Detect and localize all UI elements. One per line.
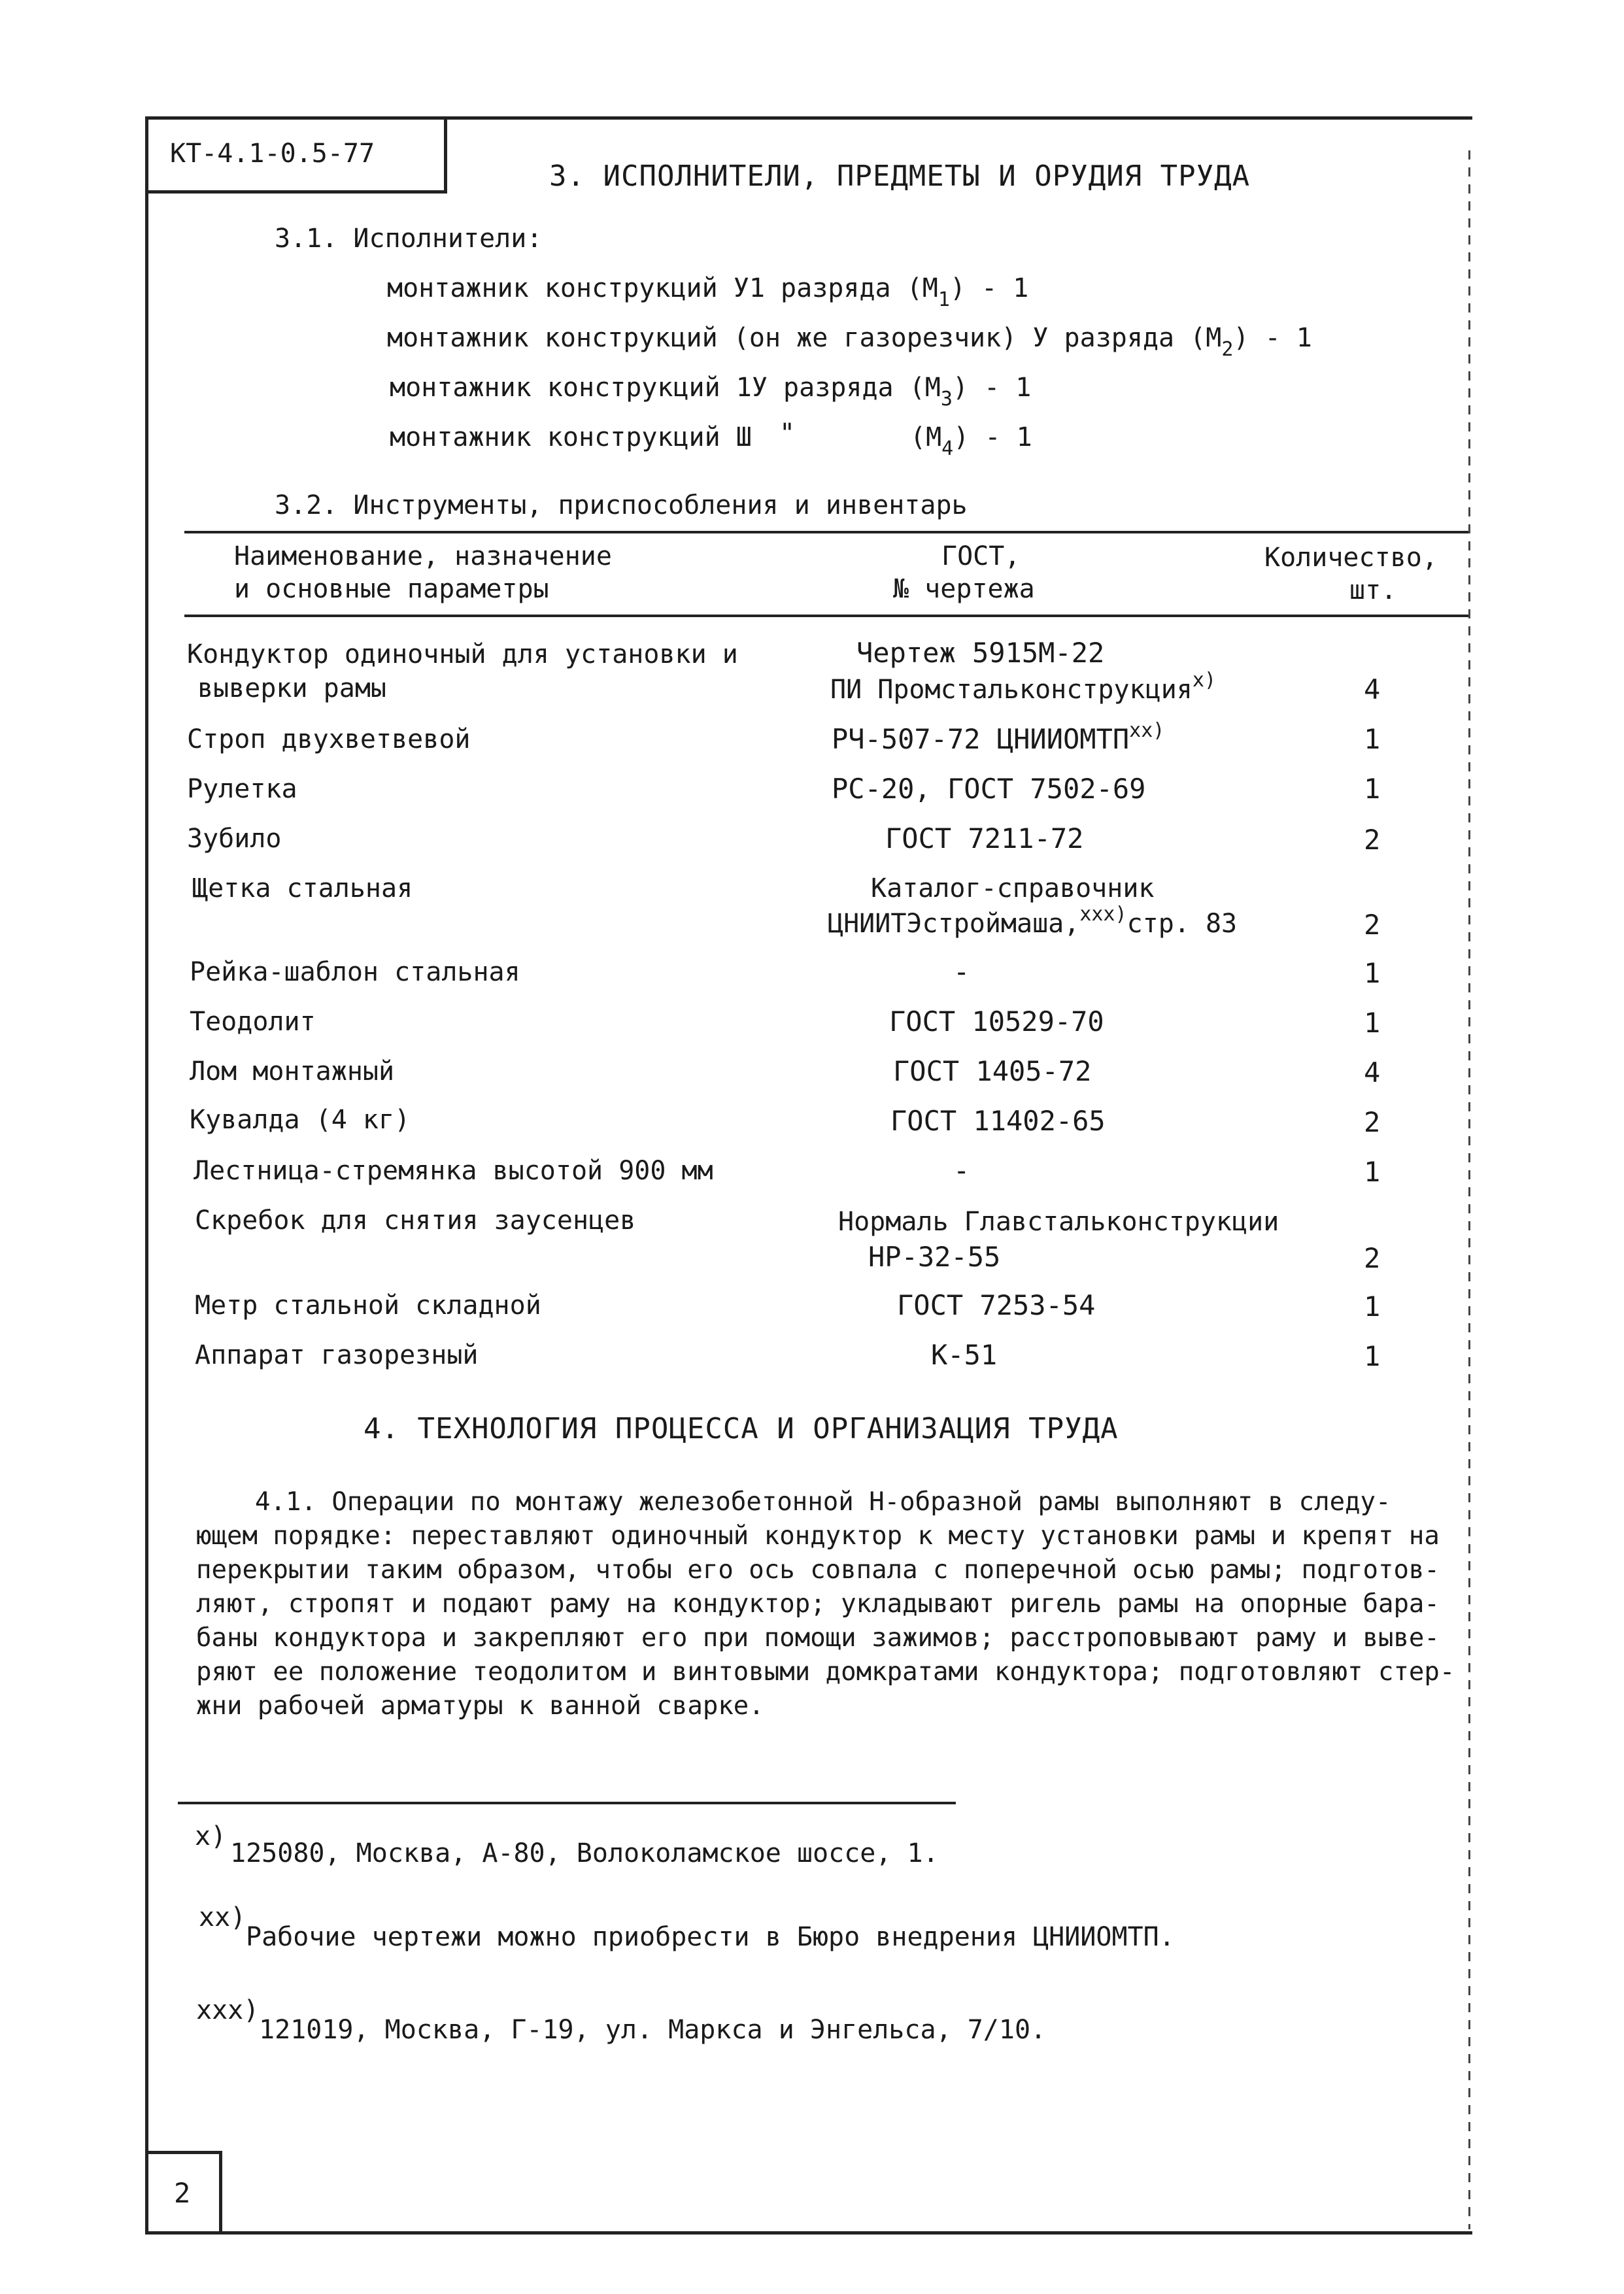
row-2-name: Строп двухветвевой — [187, 724, 471, 754]
row-4-qty: 2 — [1364, 824, 1381, 856]
row-1-qty: 4 — [1364, 673, 1381, 705]
frame-right-dashed-line — [1468, 150, 1470, 2229]
footnote-3-mark: xxx) — [196, 1995, 260, 2025]
section3-2-title: 3.2. Инструменты, приспособления и инвентарь — [275, 490, 968, 520]
row-1-name: Кондуктор одиночный для установки и — [187, 639, 738, 669]
worker-line-4: монтажник конструкций Ш — [390, 422, 752, 452]
row-1-name-2: выверки рамы — [197, 673, 386, 703]
row-12-qty: 1 — [1364, 1290, 1381, 1323]
paragraph-line-6: ряют ее положение теодолитом и винтовыми домкратами кондуктора; подготовляют стер- — [196, 1657, 1455, 1687]
footnote-1-text: 125080, Москва, А-80, Волоколамское шоссе, 1. — [230, 1838, 939, 1868]
row-6-gost: - — [953, 956, 970, 988]
row-1-gost: Чертеж 5915М-22 — [856, 637, 1105, 669]
row-10-name: Лестница-стремянка высотой 900 мм — [194, 1156, 713, 1186]
row-13-gost: К-51 — [931, 1339, 998, 1371]
header-name-1: Наименование, назначение — [234, 541, 612, 571]
header-gost-2: № чертежа — [893, 574, 1035, 604]
row-8-gost: ГОСТ 1405-72 — [893, 1055, 1092, 1087]
row-11-qty: 2 — [1364, 1242, 1381, 1274]
row-5-qty: 2 — [1364, 909, 1381, 941]
table-top-rule — [184, 531, 1468, 533]
row-5-gost-2: ЦНИИТЭстроймаша,$^{xxx)}$стр. 83 — [828, 903, 1238, 939]
row-9-gost: ГОСТ 11402-65 — [890, 1105, 1106, 1137]
section3-1-title: 3.1. Исполнители: — [275, 224, 543, 254]
row-8-qty: 4 — [1364, 1056, 1381, 1088]
frame-bottom-line — [145, 2231, 1472, 2235]
row-3-gost: РС-20, ГОСТ 7502-69 — [832, 773, 1146, 805]
header-gost-1: ГОСТ, — [941, 541, 1021, 571]
row-4-name: Зубило — [187, 824, 282, 854]
row-11-name: Скребок для снятия заусенцев — [195, 1206, 636, 1236]
paragraph-line-5: баны кондуктора и закрепляют его при помощи зажимов; расстроповывают раму и выве- — [196, 1623, 1440, 1653]
row-12-gost: ГОСТ 7253-54 — [897, 1289, 1096, 1321]
header-qty-1: Количество, — [1264, 543, 1438, 573]
header-qty-2: шт. — [1349, 575, 1397, 605]
footnote-2-mark: xx) — [199, 1902, 246, 1932]
page-number: 2 — [174, 2177, 191, 2209]
row-13-qty: 1 — [1364, 1340, 1381, 1372]
header-name-2: и основные параметры — [234, 574, 549, 604]
row-4-gost: ГОСТ 7211-72 — [885, 822, 1084, 854]
paragraph-line-3: перекрытии таким образом, чтобы его ось совпала с поперечной осью рамы; подготов- — [196, 1555, 1440, 1585]
footnote-2-text: Рабочие чертежи можно приобрести в Бюро внедрения ЦНИИОМТП. — [246, 1922, 1175, 1952]
paragraph-line-4: ляют, стропят и подают раму на кондуктор; укладывают ригель рамы на опорные бара- — [196, 1589, 1440, 1619]
row-12-name: Метр стальной складной — [195, 1290, 541, 1321]
worker-line-1: монтажник конструкций У1 разряда $(М_1) - 1$ — [387, 273, 1029, 311]
row-5-gost: Каталог-справочник — [871, 873, 1155, 903]
row-2-gost: РЧ-507-72 ЦНИИОМТП$^{xx)}$ — [832, 719, 1165, 755]
section4-title: 4. ТЕХНОЛОГИЯ ПРОЦЕССА И ОРГАНИЗАЦИЯ ТРУДА — [364, 1412, 1119, 1445]
worker-line-4-ditto: " — [779, 418, 796, 448]
row-2-qty: 1 — [1364, 723, 1381, 755]
paragraph-line-1: 4.1. Операции по монтажу железобетонной Н-образной рамы выполняют в следу- — [255, 1487, 1391, 1517]
row-7-name: Теодолит — [190, 1007, 316, 1037]
row-5-name: Щетка стальная — [192, 873, 413, 903]
footnote-3-text: 121019, Москва, Г-19, ул. Маркса и Энгельса, 7/10. — [259, 2015, 1047, 2045]
row-9-name: Кувалда (4 кг) — [190, 1105, 411, 1135]
row-3-name: Рулетка — [187, 774, 297, 804]
row-13-name: Аппарат газорезный — [195, 1340, 479, 1370]
paragraph-line-2: ющем порядке: переставляют одиночный кондуктор к месту установки рамы и крепят на — [196, 1521, 1440, 1551]
row-6-qty: 1 — [1364, 957, 1381, 989]
footnote-rule — [178, 1802, 956, 1804]
frame-left-line — [145, 116, 148, 2235]
worker-line-3: монтажник конструкций 1У разряда $(М_3) - 1$ — [390, 373, 1032, 411]
paragraph-line-7: жни рабочей арматуры к ванной сварке. — [196, 1691, 764, 1721]
row-11-gost-2: НР-32-55 — [868, 1241, 1001, 1273]
row-11-gost: Нормаль Главстальконструкции — [838, 1207, 1279, 1237]
row-9-qty: 2 — [1364, 1106, 1381, 1138]
table-header-rule — [184, 615, 1468, 617]
row-7-qty: 1 — [1364, 1007, 1381, 1039]
row-3-qty: 1 — [1364, 773, 1381, 805]
worker-line-2: монтажник конструкций (он же газорезчик) У разряда $(М_2) - 1$ — [387, 323, 1312, 361]
footnote-1-mark: x) — [195, 1821, 227, 1851]
row-7-gost: ГОСТ 10529-70 — [889, 1005, 1104, 1037]
row-10-qty: 1 — [1364, 1156, 1381, 1188]
section3-title: 3. ИСПОЛНИТЕЛИ, ПРЕДМЕТЫ И ОРУДИЯ ТРУДА — [549, 160, 1251, 193]
worker-line-4-rank: $(М_4) - 1$ — [910, 422, 1032, 460]
row-10-gost: - — [953, 1155, 970, 1187]
row-6-name: Рейка-шаблон стальная — [190, 957, 520, 987]
doc-code: КТ-4.1-0.5-77 — [170, 139, 375, 169]
row-8-name: Лом монтажный — [190, 1056, 395, 1087]
row-1-gost-2: ПИ Промстальконструкция$^{x)}$ — [830, 669, 1217, 705]
